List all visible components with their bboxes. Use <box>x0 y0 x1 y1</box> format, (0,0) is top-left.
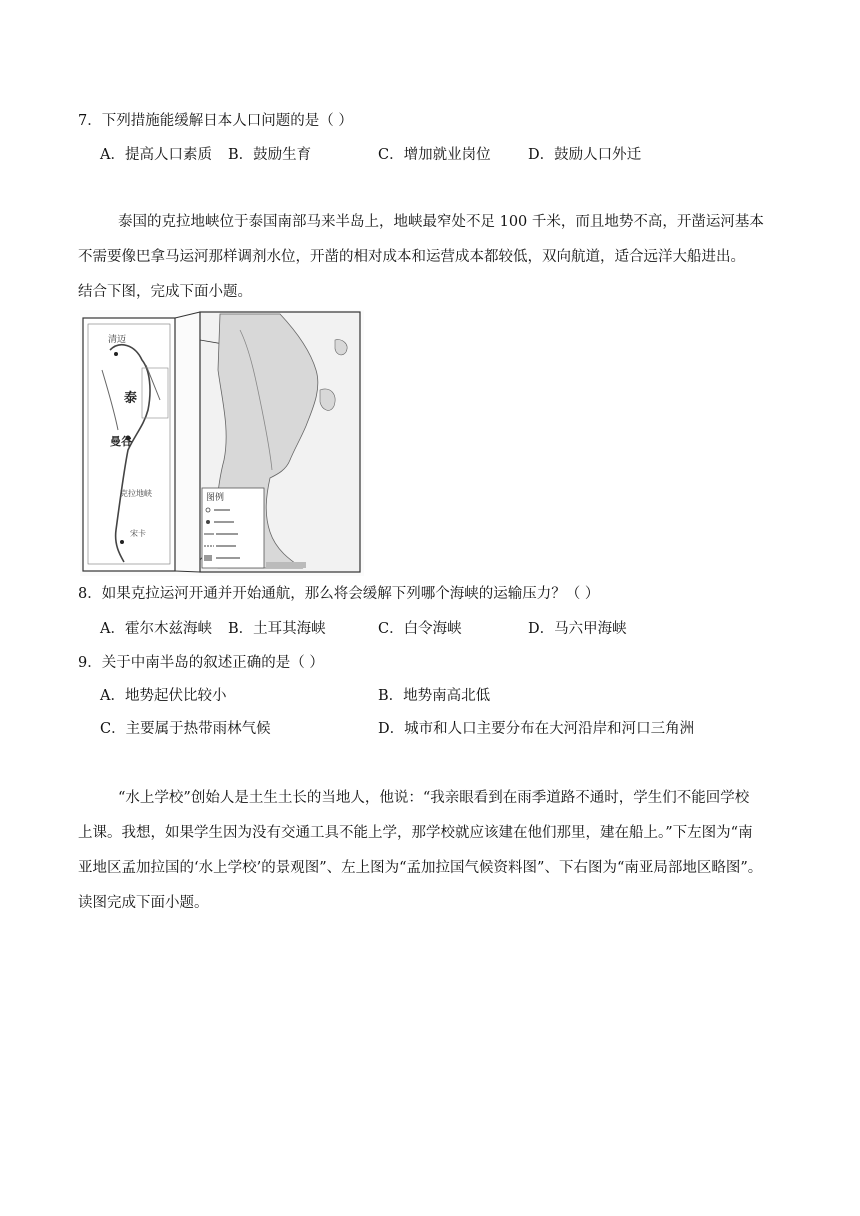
passage-1-line-3: 结合下图，完成下面小题。 <box>78 284 252 300</box>
question-7-option-c: C．增加就业岗位 <box>378 147 491 163</box>
question-9-stem: 9．关于中南半岛的叙述正确的是（ ） <box>78 655 324 671</box>
map-label-songkhla: 宋卡 <box>130 529 146 538</box>
passage-2-line-3: 亚地区孟加拉国的‘水上学校’的景观图”、左上图为“孟加拉国气候资料图”、下右图为“南亚局部地区略图”。 <box>78 860 763 876</box>
question-7-option-d: D．鼓励人口外迁 <box>528 147 642 163</box>
question-7-option-b: B．鼓励生育 <box>228 147 312 163</box>
passage-1-line-1: 泰国的克拉地峡位于泰国南部马来半岛上，地峡最窄处不足 100 千米，而且地势不高，开凿运河基本 <box>118 214 764 230</box>
question-8-option-b: B．土耳其海峡 <box>228 621 326 637</box>
map-legend-title: 图例 <box>206 492 225 502</box>
passage-2-line-2: 上课。我想，如果学生因为没有交通工具不能上学，那学校就应该建在他们那里，建在船上。”下左图为“南 <box>78 825 753 841</box>
passage-2-line-4: 读图完成下面小题。 <box>78 895 209 911</box>
map-label-kra-isthmus: 克拉地峡 <box>120 489 152 498</box>
map-label-bangkok: 曼谷 <box>110 436 132 448</box>
question-8-option-c: C．白令海峡 <box>378 621 462 637</box>
kra-isthmus-map-figure <box>80 310 364 576</box>
question-8-option-a: A．霍尔木兹海峡 <box>100 621 212 637</box>
map-label-thailand: 泰 <box>124 390 138 405</box>
question-9-option-d: D．城市和人口主要分布在大河沿岸和河口三角洲 <box>378 721 695 737</box>
question-8-stem: 8．如果克拉运河开通并开始通航，那么将会缓解下列哪个海峡的运输压力？（ ） <box>78 586 600 602</box>
passage-1-line-2: 不需要像巴拿马运河那样调剂水位，开凿的相对成本和运营成本都较低，双向航道，适合远洋大船进出。 <box>78 249 745 265</box>
question-9-option-b: B．地势南高北低 <box>378 688 491 704</box>
question-9-option-c: C．主要属于热带雨林气候 <box>100 721 271 737</box>
question-7-stem: 7．下列措施能缓解日本人口问题的是（ ） <box>78 113 353 129</box>
question-8-option-d: D．马六甲海峡 <box>528 621 627 637</box>
question-7-option-a: A．提高人口素质 <box>100 147 212 163</box>
passage-2-line-1: “水上学校”创始人是土生土长的当地人，他说：“我亲眼看到在雨季道路不通时，学生们不能回学校 <box>118 790 750 806</box>
map-label-chiang-mai: 清迈 <box>108 334 127 344</box>
question-9-option-a: A．地势起伏比较小 <box>100 688 227 704</box>
